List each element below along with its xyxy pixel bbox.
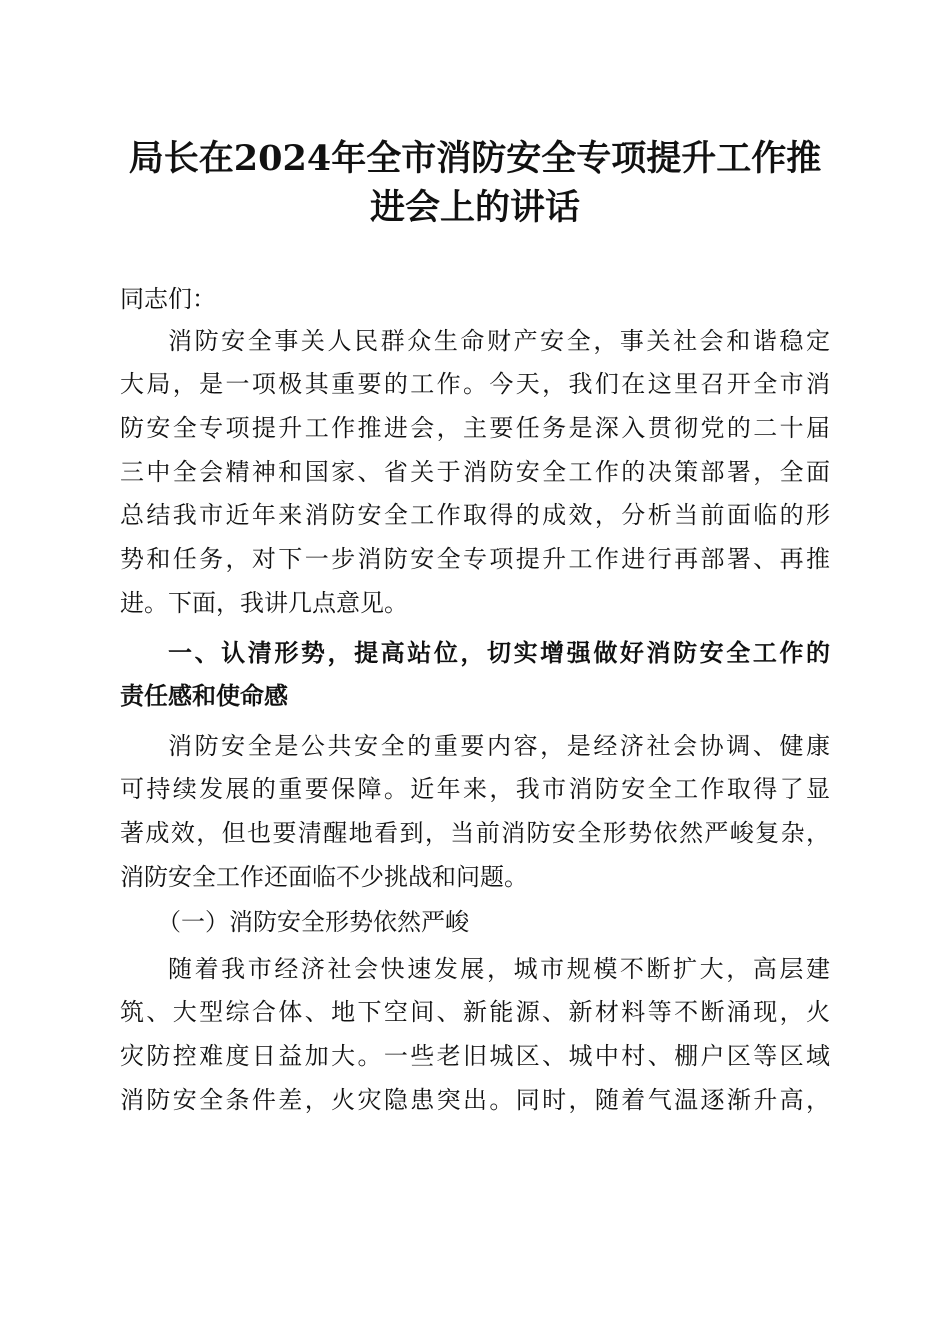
paragraph-line: 灾防控难度日益加大。一些老旧城区、城中村、棚户区等区域 [120, 1042, 830, 1070]
document-title-line-2: 进会上的讲话 [369, 187, 580, 228]
paragraph-line: 消防安全工作还面临不少挑战和问题。 [120, 863, 528, 891]
paragraph-line: 大局，是一项极其重要的工作。今天，我们在这里召开全市消 [120, 370, 830, 398]
section-heading-line: 责任感和使命感 [120, 682, 288, 710]
paragraph-line: 可持续发展的重要保障。近年来，我市消防安全工作取得了显 [120, 775, 830, 803]
paragraph-line: 消防安全是公共安全的重要内容，是经济社会协调、健康 [168, 732, 830, 760]
document-title-line-1: 局长在2024年全市消防安全专项提升工作推 [128, 138, 822, 179]
paragraph-line: 消防安全条件差，火灾隐患突出。同时，随着气温逐渐升高， [120, 1086, 830, 1114]
paragraph-line: 进。下面，我讲几点意见。 [120, 589, 408, 617]
paragraph-line: 随着我市经济社会快速发展，城市规模不断扩大，高层建 [168, 955, 830, 983]
subsection-heading: （一）消防安全形势依然严峻 [157, 908, 469, 936]
paragraph-line: 势和任务，对下一步消防安全专项提升工作进行再部署、再推 [120, 545, 830, 573]
paragraph-line: 三中全会精神和国家、省关于消防安全工作的决策部署，全面 [120, 458, 830, 486]
paragraph-line: 防安全专项提升工作推进会，主要任务是深入贯彻党的二十届 [120, 414, 830, 442]
paragraph-line: 总结我市近年来消防安全工作取得的成效，分析当前面临的形 [120, 501, 830, 529]
paragraph-line: 消防安全事关人民群众生命财产安全，事关社会和谐稳定 [168, 327, 830, 355]
paragraph-line: 筑、大型综合体、地下空间、新能源、新材料等不断涌现，火 [120, 998, 830, 1026]
paragraph-line: 著成效，但也要清醒地看到，当前消防安全形势依然严峻复杂， [120, 819, 830, 847]
salutation: 同志们： [120, 285, 216, 313]
section-heading-line: 一、认清形势，提高站位，切实增强做好消防安全工作的 [168, 639, 830, 667]
